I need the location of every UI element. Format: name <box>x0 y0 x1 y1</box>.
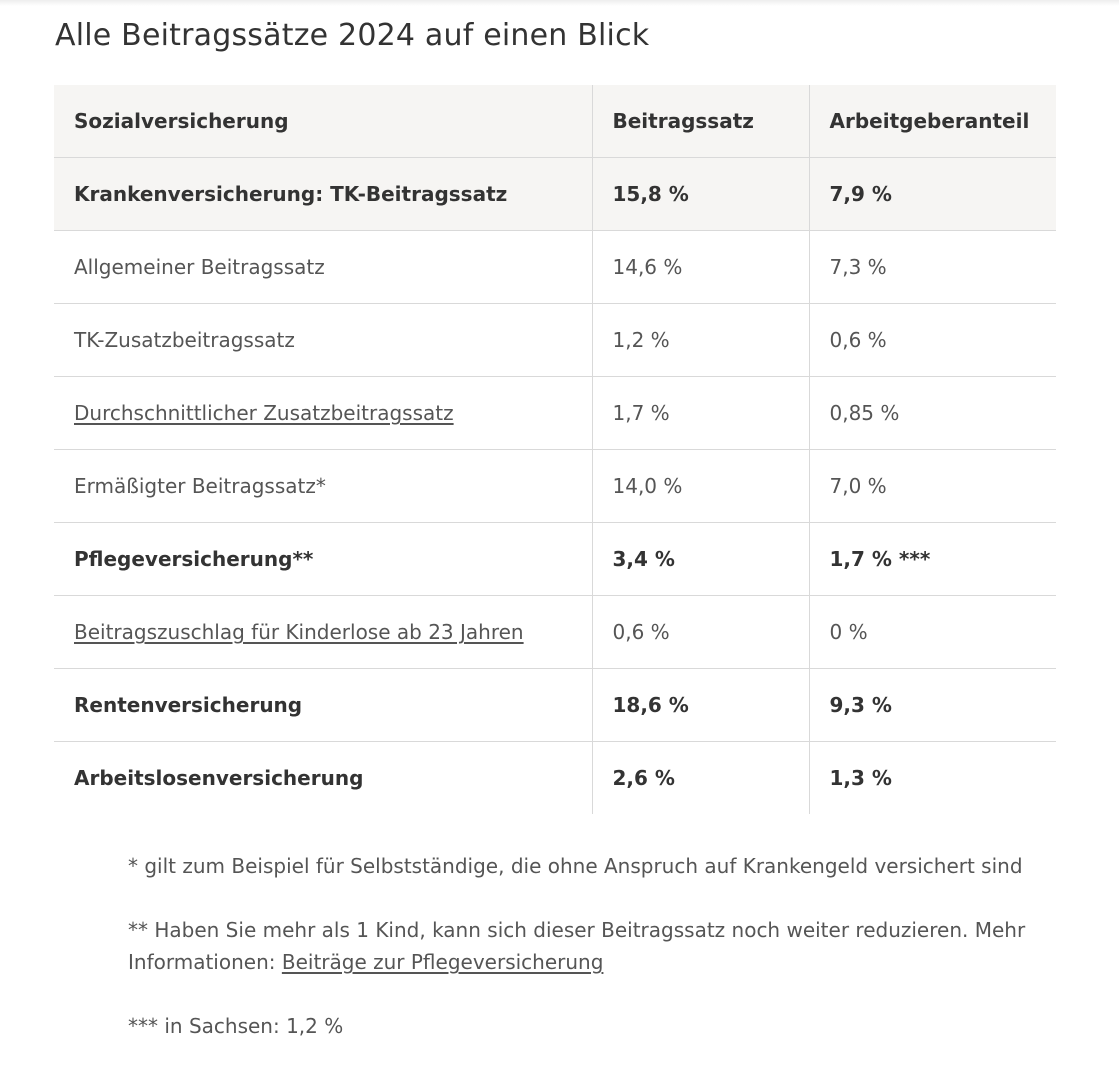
footnotes <box>128 850 1038 1074</box>
table-row-pflegeversicherung <box>54 523 1056 596</box>
header-sozialversicherung: Sozialversicherung <box>54 85 592 158</box>
footnote-2 <box>128 914 1038 978</box>
table-row-arbeitslosenversicherung <box>54 742 1056 815</box>
table-row-allgemeiner-beitragssatz <box>54 231 1056 304</box>
row-employer-share: 7,0 % <box>809 450 1056 523</box>
page-title: Alle Beitragssätze 2024 auf einen Blick <box>55 18 650 53</box>
footnote-3: *** in Sachsen: 1,2 % <box>128 1014 344 1038</box>
row-rate: 14,6 % <box>592 231 809 304</box>
table-row-krankenversicherung <box>54 158 1056 231</box>
row-label: Rentenversicherung <box>54 669 592 742</box>
header-arbeitgeberanteil: Arbeitgeberanteil <box>809 85 1056 158</box>
row-rate: 2,6 % <box>592 742 809 815</box>
row-employer-share: 1,7 % *** <box>809 523 1056 596</box>
table-row-beitragszuschlag-kinderlose <box>54 596 1056 669</box>
row-label: Krankenversicherung: TK-Beitragssatz <box>54 158 592 231</box>
row-label: TK-Zusatzbeitragssatz <box>54 304 592 377</box>
header-beitragssatz: Beitragssatz <box>592 85 809 158</box>
row-label: Allgemeiner Beitragssatz <box>54 231 592 304</box>
contribution-rates-table <box>54 85 1056 814</box>
top-shadow <box>0 0 1119 6</box>
row-label: Ermäßigter Beitragssatz* <box>54 450 592 523</box>
footnote-2-text: ** Haben Sie mehr als 1 Kind, kann sich dieser Beitragssatz noch weiter reduzieren. Mehr Informationen: <box>128 918 1026 974</box>
row-rate: 1,7 % <box>592 377 809 450</box>
table-row-ermaessigter-beitragssatz <box>54 450 1056 523</box>
row-rate: 14,0 % <box>592 450 809 523</box>
row-label: Arbeitslosenversicherung <box>74 766 364 790</box>
row-rate: 18,6 % <box>592 669 809 742</box>
row-rate: 1,2 % <box>592 304 809 377</box>
table-row-rentenversicherung <box>54 669 1056 742</box>
table-header-row <box>54 85 1056 158</box>
row-label: Pflegeversicherung** <box>54 523 592 596</box>
row-label-cell <box>54 377 592 450</box>
footnote-1: * gilt zum Beispiel für Selbstständige, die ohne Anspruch auf Krankengeld versichert sind <box>128 854 1023 878</box>
table-row-durchschnittlicher-zusatzbeitragssatz <box>54 377 1056 450</box>
table-row-tk-zusatzbeitragssatz <box>54 304 1056 377</box>
row-employer-share: 0,6 % <box>809 304 1056 377</box>
row-employer-share: 9,3 % <box>809 669 1056 742</box>
link-beitragszuschlag-kinderlose[interactable]: Beitragszuschlag für Kinderlose ab 23 Jahren <box>74 620 524 644</box>
row-rate: 15,8 % <box>592 158 809 231</box>
row-employer-share: 7,3 % <box>809 231 1056 304</box>
row-employer-share: 0 % <box>809 596 1056 669</box>
row-employer-share: 7,9 % <box>809 158 1056 231</box>
link-durchschnittlicher-zusatzbeitragssatz[interactable]: Durchschnittlicher Zusatzbeitragssatz <box>74 401 454 425</box>
row-employer-share: 1,3 % <box>809 742 1056 815</box>
row-employer-share: 0,85 % <box>809 377 1056 450</box>
row-rate: 0,6 % <box>592 596 809 669</box>
link-beitraege-pflegeversicherung[interactable]: Beiträge zur Pflegeversicherung <box>281 950 604 974</box>
row-rate: 3,4 % <box>592 523 809 596</box>
row-label-cell <box>54 596 592 669</box>
